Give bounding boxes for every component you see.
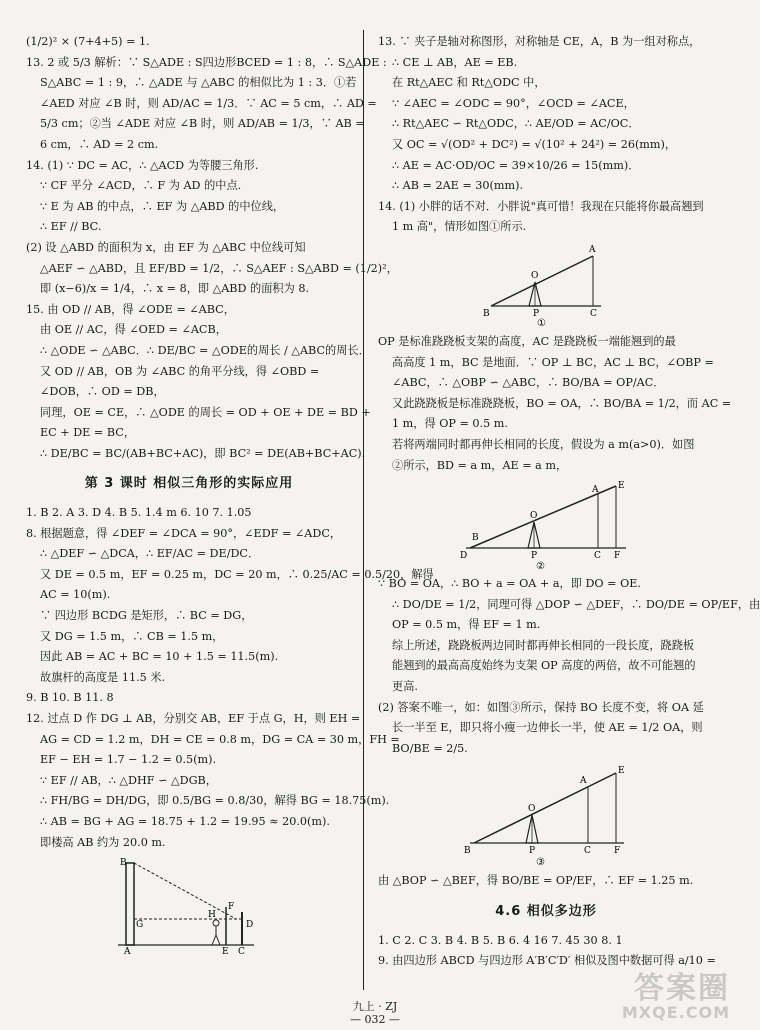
text-line: AG = CD = 1.2 m，DH = CE = 0.8 m，DG = CA = 30 m，FH = [40, 732, 400, 746]
fig-label-B: B [120, 858, 127, 869]
fig-label-D: D [246, 920, 254, 931]
text-line: 因此 AB = AC + BC = 10 + 1.5 = 11.5(m). [40, 650, 279, 664]
fig2-label-E: E [618, 481, 625, 492]
fig-label-H: H [208, 910, 216, 921]
fig1-label-A: A [589, 244, 596, 255]
fig-label-A: A [124, 947, 131, 958]
fig-label-C: C [238, 947, 245, 958]
right-answer-block-2 [378, 332, 732, 476]
text-line: 由 △BOP ∽ △BEF，得 BO/BE = OP/EF，∴ EF = 1.25 m. [378, 874, 694, 888]
text-line: ∴ △ODE ∽ △ABC．∴ DE/BC = △ODE的周长 / △ABC的周长． [40, 343, 370, 357]
text-line: 综上所述，跷跷板两边同时都再伸长相同的一段长度，跷跷板 [392, 638, 695, 652]
footer-grade: 九上 · ZJ [352, 1000, 398, 1013]
text-line: 14. (1) 小胖的话不对．小胖说"真可惜！我现在只能将你最高翘到 [378, 199, 704, 213]
seesaw-diagram-2 [456, 480, 636, 573]
text-line: ∴ EF // BC. [40, 220, 102, 234]
seesaw-figure-3 [378, 763, 714, 867]
text-line: 5/3 cm；②当 ∠ADE 对应 ∠B 时，则 AD/AB = 1/3，∵ AB = [40, 117, 365, 131]
seesaw-diagram-3 [456, 763, 636, 867]
fig3-label-B: B [464, 846, 471, 857]
text-line: BO/BE = 2/5. [392, 741, 468, 755]
text-line: ∴ FH/BG = DH/DG，即 0.5/BG = 0.8/30，解得 BG = 18.75(m). [40, 794, 390, 808]
text-line: ∵ EF // AB，∴ △DHF ∽ △DGB， [40, 773, 217, 787]
text-line: ∵ ∠AEC = ∠ODC = 90°，∠OCD = ∠ACE， [392, 96, 635, 110]
section-heading-4-6: 4.6 相似多边形 [495, 904, 597, 920]
fig-label-F: F [228, 902, 235, 913]
fig1-label-B: B [483, 308, 490, 319]
text-line: 又 DG = 1.5 m，∴ CB = 1.5 m， [40, 629, 224, 643]
text-line: 更高. [392, 680, 418, 694]
text-line: ∵ BO = OA，∴ BO + a = OA + a，即 DO = OE. [378, 577, 641, 591]
footer-page-number: — 032 — [350, 1013, 400, 1026]
text-line: ∴ CE ⊥ AB，AE = EB. [392, 55, 518, 69]
text-line: 6 cm，∴ AD = 2 cm. [40, 137, 159, 151]
fig1-label-O: O [531, 270, 539, 281]
text-line: ∠AED 对应 ∠B 时，则 AD/AC = 1/3．∵ AC = 5 cm，∴ AD = [40, 96, 377, 110]
text-line: 1. C 2. C 3. B 4. B 5. B 6. 4 16 7. 45 30 8. 1 [378, 933, 623, 947]
text-line: 高高度 1 m，BC 是地面．∵ OP ⊥ BC，AC ⊥ BC，∠OBP = [392, 355, 714, 369]
right-column [378, 32, 760, 972]
fig3-label-C: C [584, 846, 591, 857]
text-line: 能翘到的最高高度始终为支架 OP 高度的两倍，故不可能翘的 [392, 659, 696, 673]
text-line: ∴ AB = 2AE = 30(mm). [392, 179, 524, 193]
text-line: 1 m，得 OP = 0.5 m. [392, 417, 508, 431]
text-line: 若将两端同时都再伸长相同的长度，假设为 a m(a>0)．如图 [392, 437, 695, 451]
fig2-label-D: D [460, 551, 468, 562]
text-line: ∴ DO/DE = 1/2，同理可得 △DOP ∽ △DEF，∴ DO/DE = OP/EF，由 [392, 597, 760, 611]
text-line: ∴ AB = BG + AG = 18.75 + 1.2 = 19.95 ≈ 20.0(m). [40, 814, 330, 828]
building-height-figure [26, 857, 352, 958]
text-line: ∵ CF 平分 ∠ACD，∴ F 为 AD 的中点. [40, 179, 242, 193]
text-line: 故旗杆的高度是 11.5 米. [40, 670, 166, 684]
right-answer-block-3 [378, 574, 760, 759]
right-answer-block-5 [378, 931, 714, 972]
section-heading-lesson3: 第 3 课时 相似三角形的实际应用 [84, 476, 294, 492]
text-line: 即楼高 AB 约为 20.0 m. [40, 835, 166, 849]
text-line: 13. ∵ 夹子是轴对称图形，对称轴是 CE，A，B 为一组对称点， [378, 35, 701, 48]
text-line: 1 m 高"，情形如图①所示. [392, 220, 527, 234]
text-line: ∴ DE/BC = BC/(AB+BC+AC)，即 BC² = DE(AB+BC+AC). [40, 446, 366, 460]
text-line: (2) 设 △ABD 的面积为 x，由 EF 为 △ABC 中位线可知 [26, 240, 306, 254]
text-line: EC + DE = BC， [40, 426, 136, 440]
text-line: EF − EH = 1.7 − 1.2 = 0.5(m). [40, 753, 217, 767]
text-line: 又 DE = 0.5 m，EF = 0.25 m，DC = 20 m，∴ 0.25/AC = 0.5/20，解得 [40, 567, 434, 581]
text-line: 即 (x−6)/x = 1/4，∴ x = 8，即 △ABD 的面积为 8. [40, 282, 310, 296]
text-line: ∵ E 为 AB 的中点，∴ EF 为 △ABD 的中位线， [40, 199, 285, 213]
text-line: S△ABC = 1 : 9，∴ △ADE 与 △ABC 的相似比为 1 : 3．①若 [40, 76, 357, 90]
text-line: △AEF ∽ △ABD，且 EF/BD = 1/2，∴ S△AEF : S△ABD = (1/2)²， [40, 261, 398, 275]
fig-label-E: E [222, 947, 229, 958]
text-line: 同理，OE = CE，∴ △ODE 的周长 = OD + OE + DE = BD + [40, 405, 371, 419]
text-line: 由 OE // AC，得 ∠OED = ∠ACB， [40, 323, 227, 337]
text-line: ∠ABC，∴ △OBP ∽ △ABC，∴ BO/BA = OP/AC． [392, 376, 665, 390]
text-line: 13. 2 或 5/3 解析：∵ S△ADE : S四边形BCED = 1 : 8，∴ S△ADE : [26, 55, 387, 69]
text-line: 又 OC = √(OD² + DC²) = √(10² + 24²) = 26(mm)， [392, 137, 677, 151]
fig3-label-A: A [580, 776, 587, 787]
text-line: 9. B 10. B 11. 8 [26, 691, 114, 705]
fig3-label-P: P [529, 846, 536, 857]
text-line: 15. 由 OD // AB，得 ∠ODE = ∠ABC， [26, 302, 235, 316]
fig2-label-O: O [530, 511, 538, 522]
fig3-label-F: F [614, 846, 621, 857]
right-answer-block-4 [378, 871, 714, 892]
fig3-label-O: O [528, 804, 536, 815]
fig2-label-B: B [472, 533, 479, 544]
right-answer-block [378, 32, 714, 238]
text-line: 在 Rt△AEC 和 Rt△ODC 中， [392, 76, 546, 90]
fig1-label-C: C [590, 308, 597, 319]
text-line: 1. B 2. A 3. D 4. B 5. 1.4 m 6. 10 7. 1.05 [26, 506, 252, 520]
fig1-label-P: P [533, 308, 540, 319]
text-line: 又 OD // AB，OB 为 ∠ABC 的角平分线，得 ∠OBD = [40, 364, 320, 378]
page-number: 032 [364, 1013, 386, 1026]
text-line: 长一半至 E，即只将小瘦一边伸长一半，使 AE = 1/2 OA，则 [392, 721, 703, 735]
fig3-label-E: E [618, 766, 625, 777]
fig3-number: ③ [536, 857, 545, 869]
text-line: OP = 0.5 m，得 EF = 1 m. [392, 618, 541, 632]
text-line: AC = 10(m). [40, 588, 111, 602]
text-line: 9. 由四边形 ABCD 与四边形 A′B′C′D′ 相似及图中数据可得 a/10 = [378, 954, 716, 968]
seesaw-diagram-1 [471, 242, 621, 328]
text-line: 12. 过点 D 作 DG ⊥ AB，分别交 AB，EF 于点 G，H，则 EH = [26, 712, 361, 725]
text-line: ②所示，BD = a m，AE = a m， [392, 458, 568, 472]
watermark-url: MXQE.COM [621, 1003, 730, 1022]
fig2-label-A: A [592, 485, 599, 496]
fig2-label-P: P [531, 551, 538, 562]
seesaw-figure-2 [378, 480, 714, 573]
fig-label-G: G [136, 920, 144, 931]
text-line: ∴ AE = AC·OD/OC = 39×10/26 = 15(mm)． [392, 158, 640, 172]
column-divider [363, 30, 364, 990]
watermark [621, 971, 730, 1022]
fig1-number: ① [537, 317, 546, 329]
text-line: OP 是标准跷跷板支架的高度，AC 是跷跷板一端能翘到的最 [378, 334, 676, 348]
fig2-number: ② [536, 561, 545, 573]
text-line: (2) 答案不唯一，如：如图③所示，保持 BO 长度不变，将 OA 延 [378, 700, 704, 714]
seesaw-figure-1 [378, 242, 714, 328]
fig2-label-F: F [614, 551, 621, 562]
left-answer-block [26, 32, 398, 464]
building-diagram [114, 857, 264, 958]
text-line: 8. 根据题意，得 ∠DEF = ∠DCA = 90°，∠EDF = ∠ADC， [26, 526, 342, 540]
text-line: ∵ 四边形 BCDG 是矩形，∴ BC = DG， [40, 609, 253, 623]
text-line: ∴ △DEF ∽ △DCA，∴ EF/AC = DE/DC． [40, 547, 260, 561]
watermark-logo: 答案圈 [634, 971, 730, 1006]
text-line: 14. (1) ∵ DC = AC，∴ △ACD 为等腰三角形. [26, 158, 259, 172]
text-line: 又此跷跷板是标准跷跷板，BO = OA，∴ BO/BA = 1/2，而 AC = [392, 396, 732, 410]
fig2-label-C: C [594, 551, 601, 562]
text-line: (1/2)² × (7+4+5) = 1. [26, 35, 150, 48]
text-line: ∠DOB，∴ OD = DB， [40, 385, 165, 399]
text-line: ∴ Rt△AEC ∽ Rt△ODC，∴ AE/OD = AC/OC． [392, 117, 640, 131]
